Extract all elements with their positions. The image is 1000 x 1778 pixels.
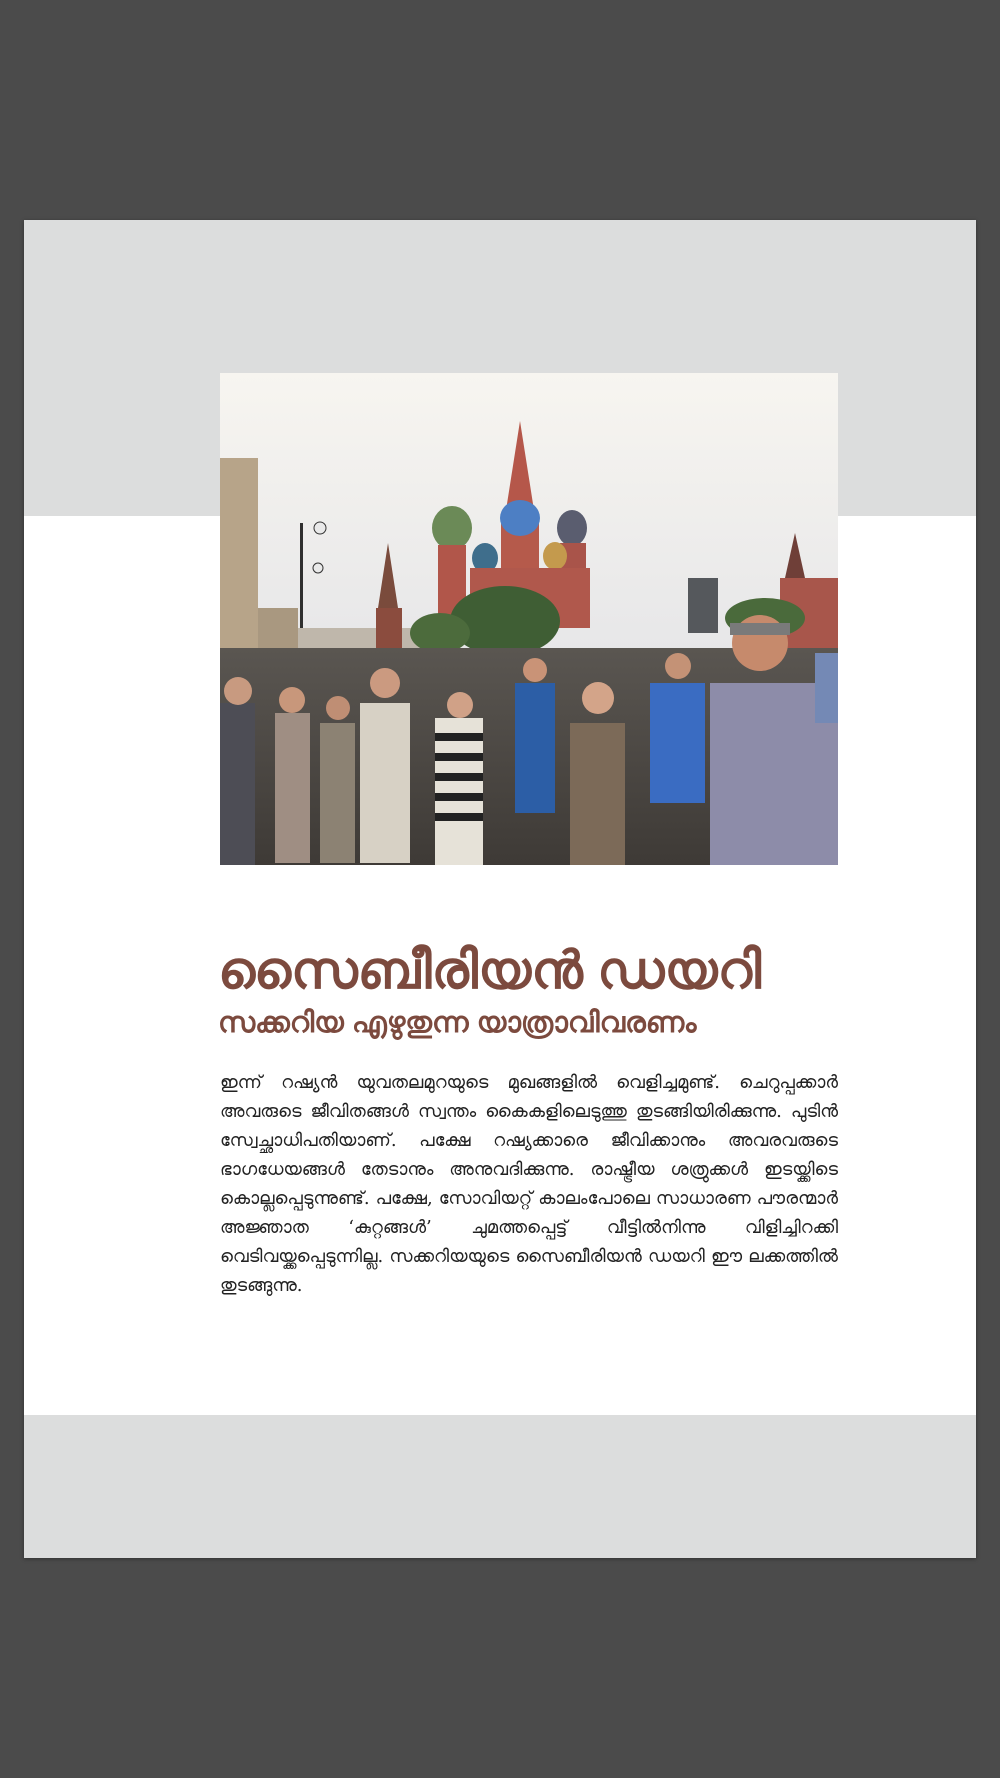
magazine-page [24, 220, 976, 1558]
bottom-band [24, 1415, 976, 1558]
article-intro: ഇന്ന് റഷ്യൻ യുവതലമുറയുടെ മുഖങ്ങളിൽ വെളിച്ചമുണ്ട്. ചെറുപ്പക്കാർ അവരുടെ ജീവിതങ്ങൾ സ്വന്തം കൈകളിലെടുത്തു തുടങ്ങിയിരിക്കുന്നു. പുടിൻ സ്വേച്ഛാധിപതിയാണ്. പക്ഷേ റഷ്യക്കാരെ ജീവിക്കാനും അവരവരുടെ ഭാഗധേയങ്ങൾ തേടാനും അനുവദിക്കുന്നു. രാഷ്ട്രീയ ശത്രുക്കൾ ഇടയ്ക്കിടെ കൊല്ലപ്പെടുന്നുണ്ട്. പക്ഷേ, സോവിയറ്റ് കാലംപോലെ സാധാരണ പൗരന്മാർ അജ്ഞാത ‘കുറ്റങ്ങൾ’ ചുമത്തപ്പെട്ട് വീട്ടിൽനിന്നു വിളിച്ചിറക്കി വെടിവയ്ക്കപ്പെടുന്നില്ല. സക്കറിയയുടെ സൈബീരിയൻ ഡയറി ഈ ലക്കത്തിൽ തുടങ്ങുന്നു. [220, 1072, 838, 1296]
red-square-photo [220, 373, 838, 865]
article-title: സൈബീരിയൻ ഡയറി [218, 942, 762, 1000]
article-subtitle: സക്കറിയ എഴുതുന്ന യാത്രാവിവരണം [218, 1007, 697, 1039]
